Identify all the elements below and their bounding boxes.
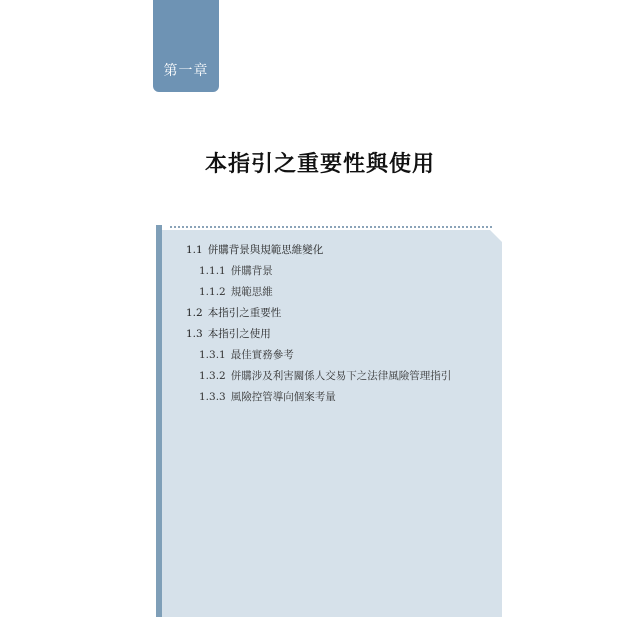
toc-number: 1.3.3 bbox=[199, 391, 226, 403]
toc-text: 最佳實務參考 bbox=[230, 349, 294, 361]
toc-text: 併購背景與規範思維變化 bbox=[207, 244, 324, 256]
toc-number: 1.3 bbox=[186, 328, 203, 340]
toc-item bbox=[172, 282, 451, 303]
toc-number: 1.1.2 bbox=[199, 286, 226, 298]
toc-text: 併購背景 bbox=[230, 265, 273, 277]
toc-number: 1.1.1 bbox=[199, 265, 226, 277]
chapter-title: 本指引之重要性與使用 bbox=[204, 152, 435, 177]
toc-item bbox=[172, 240, 451, 261]
toc-item bbox=[172, 366, 451, 387]
toc-text: 本指引之重要性 bbox=[207, 307, 282, 319]
table-of-contents bbox=[172, 240, 451, 408]
toc-number: 1.3.2 bbox=[199, 370, 226, 382]
toc-text: 併購涉及利害關係人交易下之法律風險管理指引 bbox=[230, 370, 452, 382]
toc-item bbox=[172, 345, 451, 366]
toc-number: 1.2 bbox=[186, 307, 203, 319]
toc-number: 1.1 bbox=[186, 244, 203, 256]
chapter-label: 第一章 bbox=[163, 63, 209, 79]
toc-divider bbox=[170, 226, 492, 228]
toc-item bbox=[172, 261, 451, 282]
toc-text: 本指引之使用 bbox=[207, 328, 271, 340]
toc-text: 規範思維 bbox=[230, 286, 273, 298]
toc-text: 風險控管導向個案考量 bbox=[230, 391, 336, 403]
toc-left-strip bbox=[156, 225, 162, 617]
toc-item bbox=[172, 303, 451, 324]
chapter-tab bbox=[153, 0, 219, 92]
toc-number: 1.3.1 bbox=[199, 349, 226, 361]
toc-item bbox=[172, 324, 451, 345]
toc-item bbox=[172, 387, 451, 408]
